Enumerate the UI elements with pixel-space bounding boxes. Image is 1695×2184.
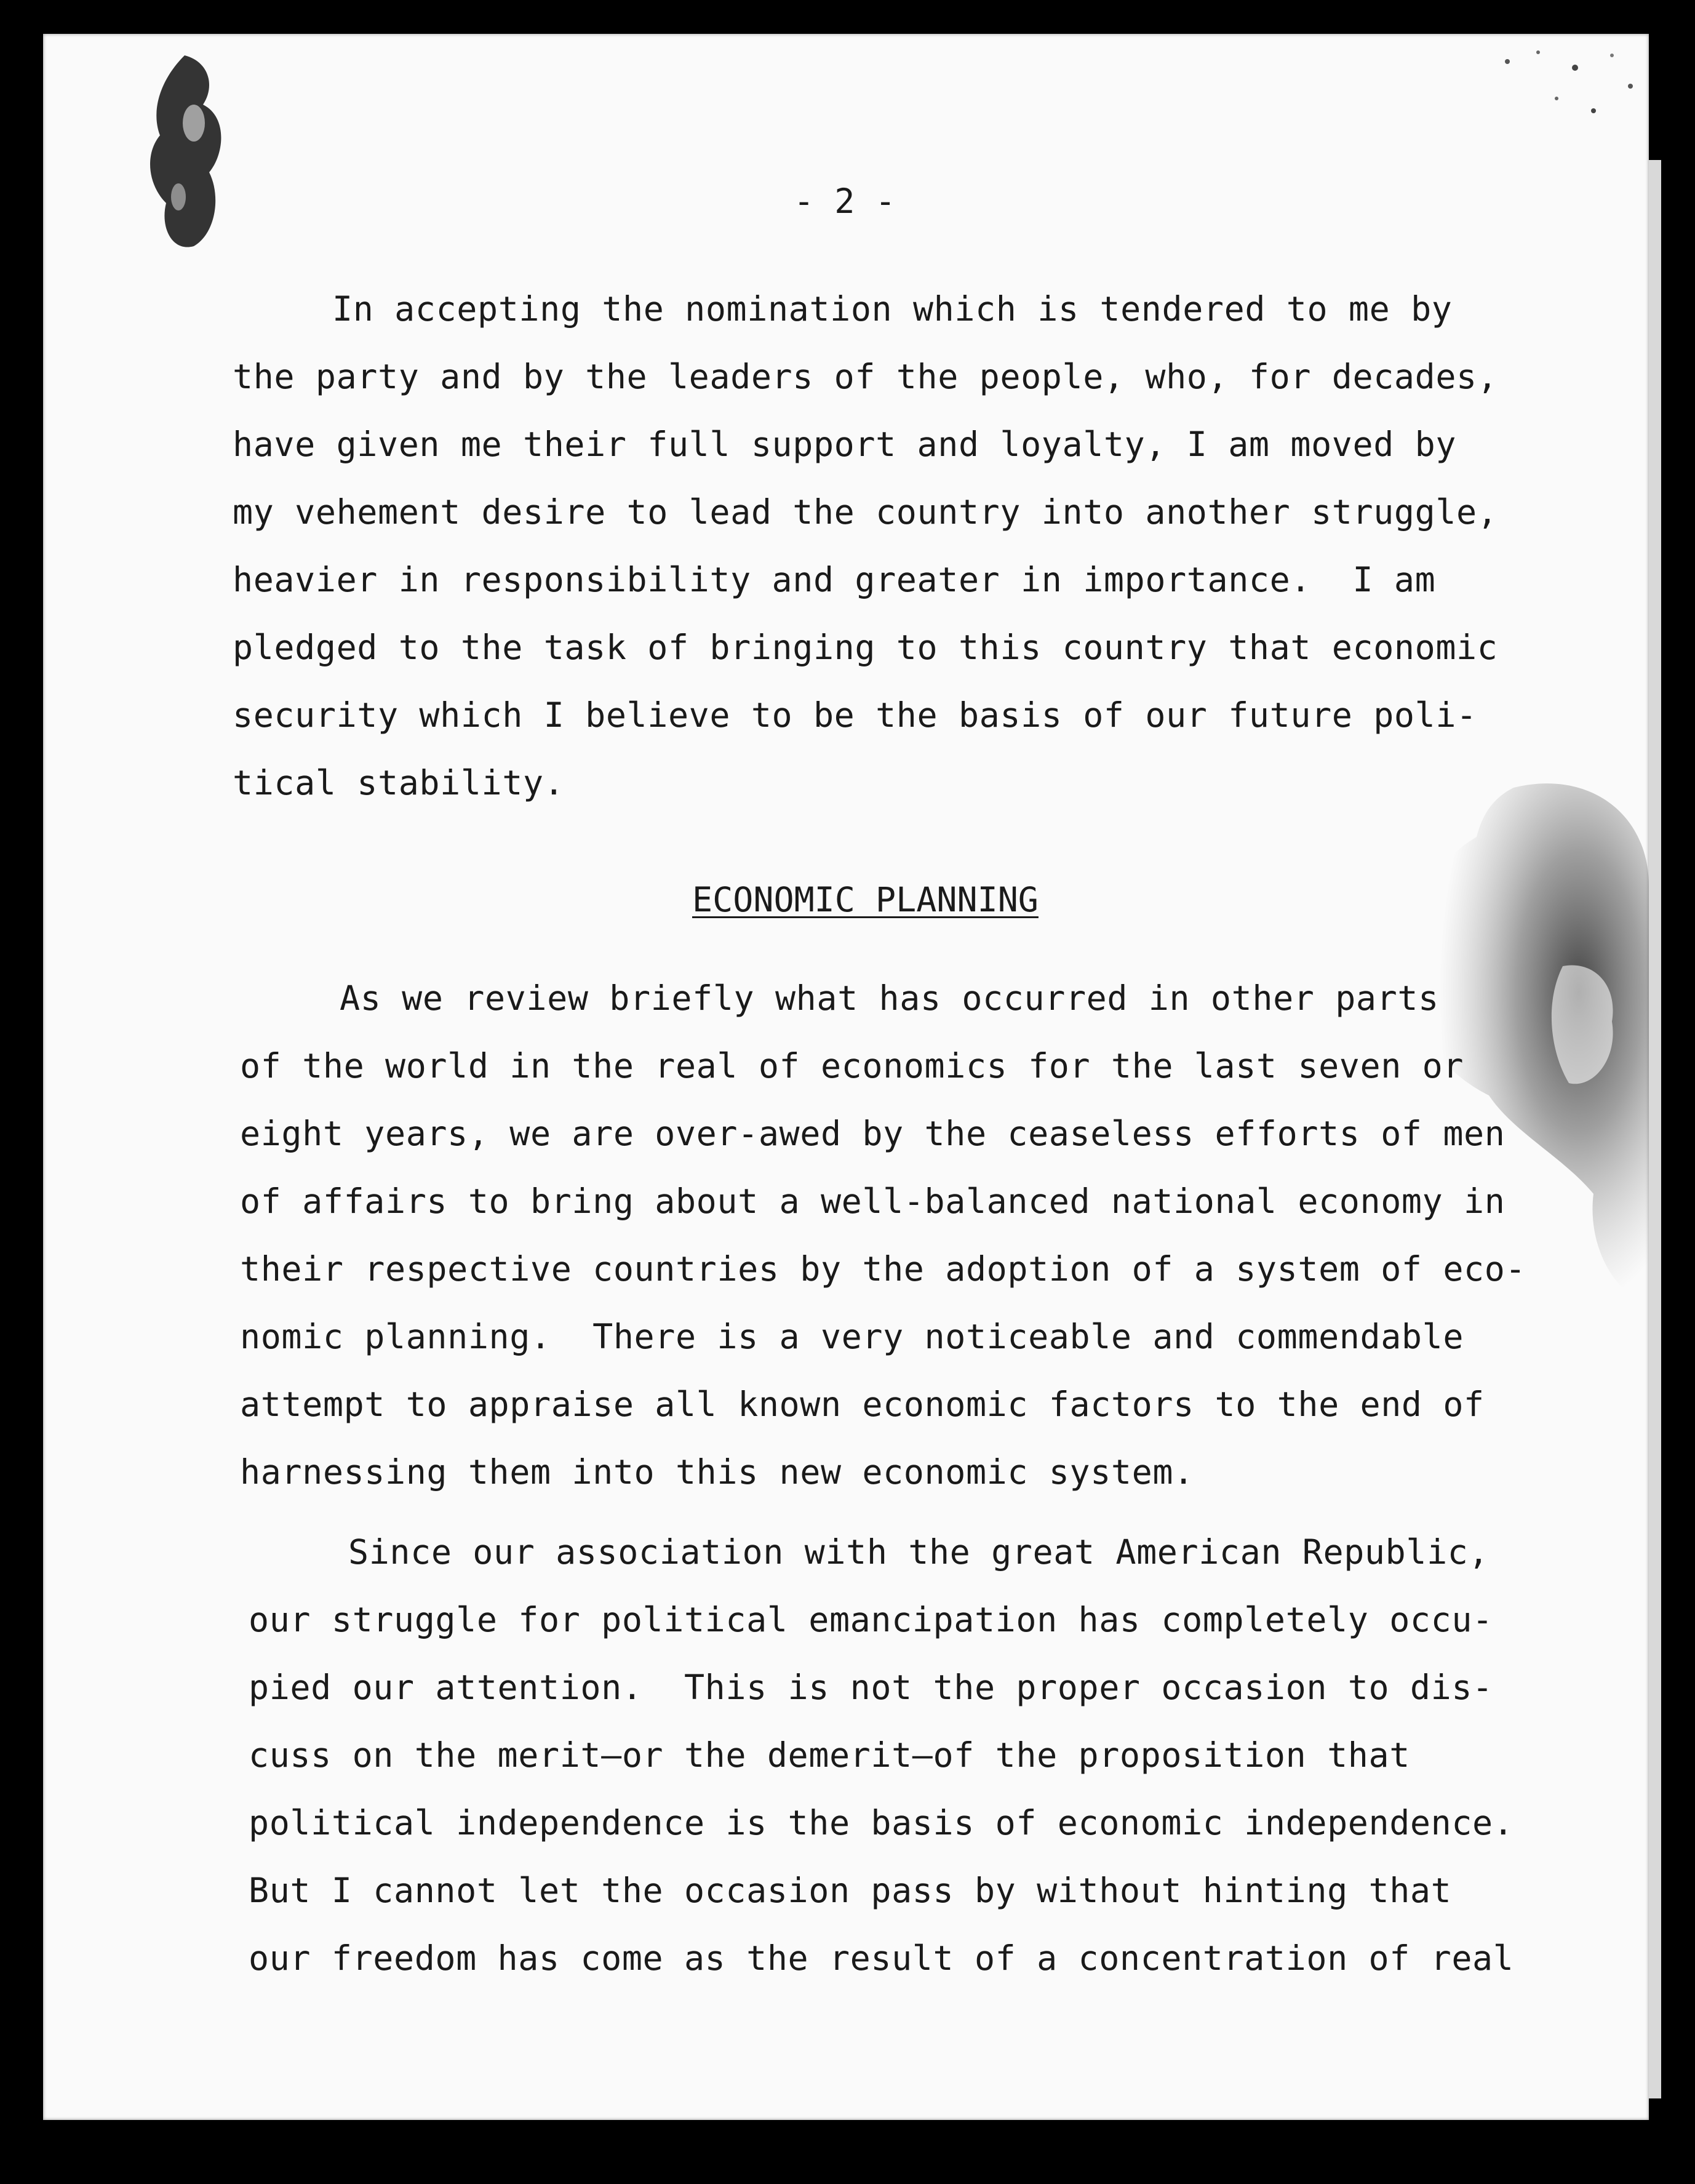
text-line: security which I believe to be the basis of our future poli- xyxy=(233,695,1477,735)
text-line: political independence is the basis of economic independence. xyxy=(249,1803,1514,1842)
text-line: our freedom has come as the result of a concentration of real xyxy=(249,1938,1514,1978)
page-edge-strip xyxy=(1649,160,1661,2098)
text-line: my vehement desire to lead the country into another struggle, xyxy=(233,492,1498,532)
text-line: tical stability. xyxy=(233,763,565,802)
speckle-marks xyxy=(1489,37,1649,135)
text-line: have given me their full support and loyalty, I am moved by xyxy=(233,425,1457,464)
page-number: - 2 - xyxy=(794,182,896,221)
text-line: pied our attention. This is not the proper occasion to dis- xyxy=(249,1668,1493,1707)
text-line: eight years, we are over-awed by the ceaseless efforts of men xyxy=(240,1114,1506,1153)
text-line: heavier in responsibility and greater in importance. I am xyxy=(233,560,1436,599)
text-line: their respective countries by the adoption of a system of eco- xyxy=(240,1249,1526,1289)
text-line: But I cannot let the occasion pass by without hinting that xyxy=(249,1871,1452,1910)
ink-smudge xyxy=(142,49,234,252)
text-line: As we review briefly what has occurred in other parts xyxy=(340,978,1439,1018)
text-line: cuss on the merit—or the demerit—of the proposition that xyxy=(249,1735,1410,1775)
water-stain xyxy=(1329,763,1649,1317)
text-line: of affairs to bring about a well-balanced national economy in xyxy=(240,1182,1506,1221)
text-line: the party and by the leaders of the people, who, for decades, xyxy=(233,357,1498,396)
text-line: nomic planning. There is a very noticeable and commendable xyxy=(240,1317,1464,1356)
text-line: attempt to appraise all known economic factors to the end of xyxy=(240,1385,1485,1424)
text-line: of the world in the real of economics for the last seven or xyxy=(240,1046,1464,1086)
section-heading: ECONOMIC PLANNING xyxy=(692,880,1039,919)
text-line: pledged to the task of bringing to this country that economic xyxy=(233,628,1498,667)
text-line: In accepting the nomination which is tendered to me by xyxy=(332,289,1453,329)
text-line: Since our association with the great American Republic, xyxy=(348,1532,1490,1572)
text-line: harnessing them into this new economic system. xyxy=(240,1452,1194,1492)
text-line: our struggle for political emancipation has completely occu- xyxy=(249,1600,1493,1639)
